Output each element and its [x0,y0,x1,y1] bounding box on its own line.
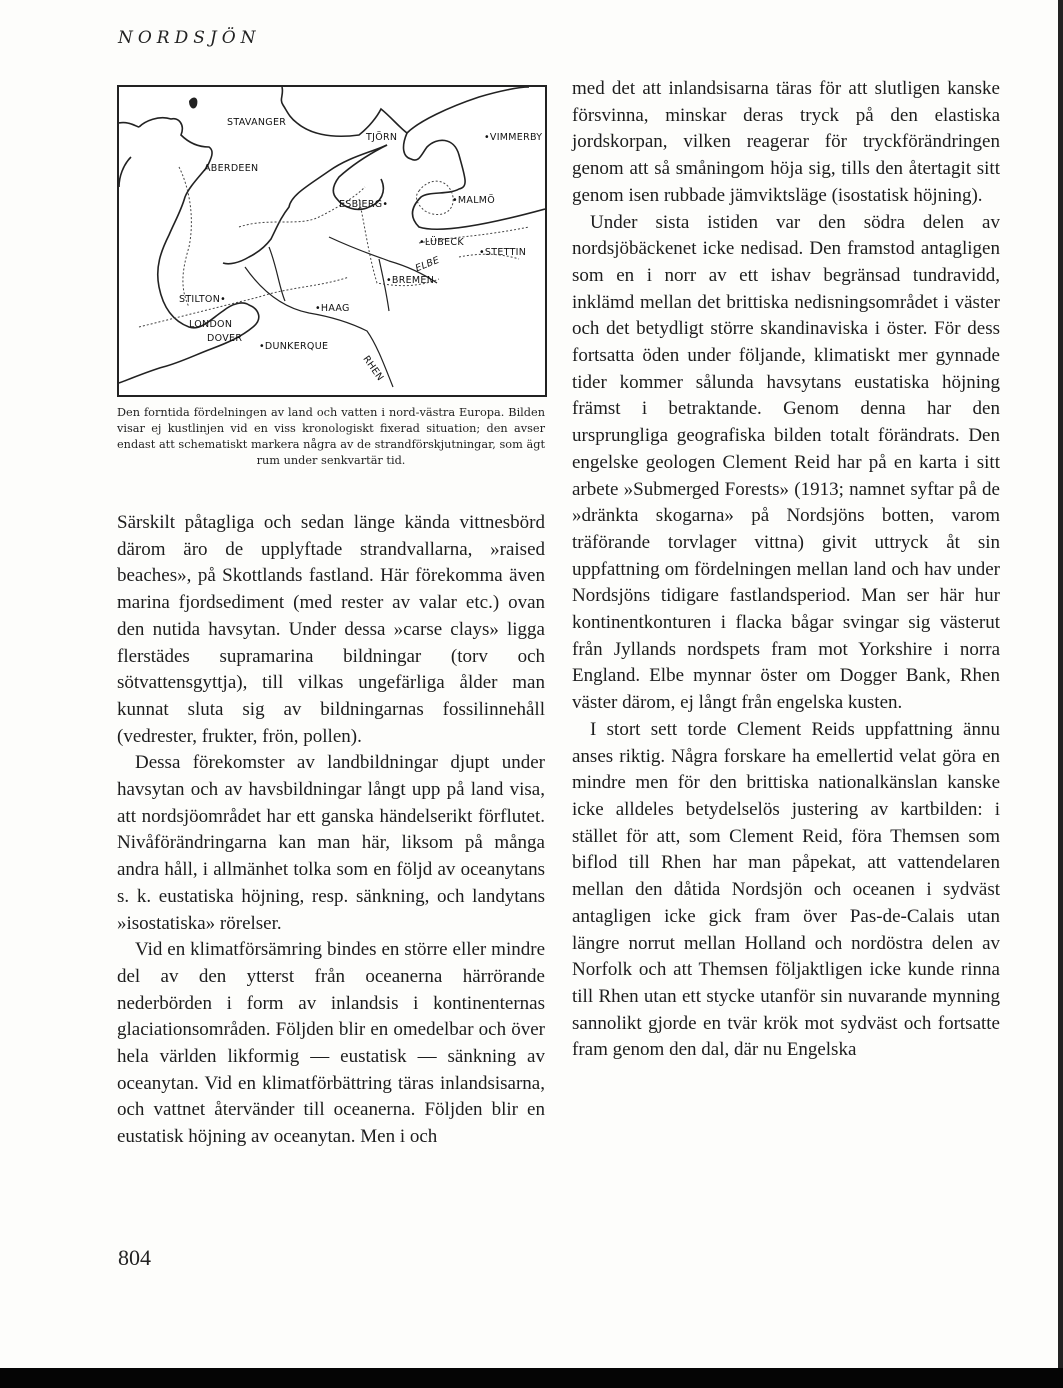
scan-border [0,1368,1063,1388]
paragraph: Dessa förekomster av landbildningar djupt under havsytan och av havsbildningar långt upp på land visa, att nordsjöområdet har ett ganska händelserikt förflutet. Nivåförändringarna kan man här, liksom på många andra håll, i allmänhet tolka som en följd av oceanytans s. k. eustatiska höjning, resp. sänkning, och landytans »isostatiska» rörelser. [117,752,545,934]
map-label-dunkerque: •DUNKERQUE [259,341,329,352]
map-label-tjorn: TJÖRN [366,132,398,143]
map-label-bremen: •BREMEN [386,275,435,286]
map-label-london: LONDON [189,319,233,330]
map-label-stettin: •STETTIN [479,247,527,258]
map-label-vimmerby: •VIMMERBY [484,132,543,143]
scotland-west [119,123,139,187]
map-label-stilton: STILTON• [179,294,227,305]
ice-border-4 [139,277,349,327]
norway-coastline [281,87,529,136]
page-number: 804 [118,1245,151,1270]
map-label-elbe: ELBE [413,254,442,275]
map-figure [117,85,547,397]
sweden-coastline [404,133,545,229]
paragraph: Vid en klimatförsämring bindes en större eller mindre del av den ytterst från oceanerna härrörande nederbörden i form av inlandsis i kontinenternas glaciationsområden. Följden blir en omedelbar och över hela världen likformig — eustatisk — sänkning av oceanytan. Vid en klimatförbättring täras inlandsisarna, och vattnet återvänder till oceanerna. Följden blir en eustatisk höjning av oceanytan. Men i och [117,939,545,1148]
map-label-aberdeen: ABERDEEN [204,163,259,174]
left-column [117,510,545,1151]
map-label-lubeck: •LÜBECK [419,237,464,248]
paragraph: I stort sett torde Clement Reids uppfattning ännu anses riktig. Några forskare ha emellertid velat göra en mindre men för den brittiska nationalkänslan kanske icke alldeles betydelselös justering av kartbilden: i stället för att, som Clement Reid, föra Themsen som biflod till Rhen har man påpekat, att vattendelaren mellan den dåtida Nordsjön och oceanen i sydväst antagligen icke gick fram över Pas-de-Calais utan längre norrut mellan Holland och nordöstra delen av Norfolk och att Themsen följaktligen icke kunde rinna till Rhen utan ett stycke utanför sin nuvarande mynning sannolikt gjorde en tvär krök mot sydväst och fortsatte fram genom den dal, där nu Engelska [572,718,1000,1061]
right-column [572,76,1000,1064]
paragraph: Under sista istiden var den södra delen av nordsjöbäckenet icke nedisad. Den framstod antagligen som en i norr av ett ishav begränsad tundravidd, inklämd mellan det brittiska nedisningsområdet i väster och det betydligt större skandinaviska i öster. För dess fortsatta öden under följande, klimatiskt mer gynnade tider kommer sålunda havsytans eustatiska höjning främst i betraktande. Genom denna har den ursprungliga geografiska bilden totalt förändrats. Den engelske geologen Clement Reid har på en karta i sitt arbete »Submerged Forests» (1913; namnet syftar på de »dränkta skogarna» på Nordsjöns botten, varom träförande torvlager vittna) givit uttryck åt sin uppfattning om fördelningen mellan land och hav under Nordsjöns tidigare fastlandsperiod. Man ser här hur kontinentkonturen i flacka bågar svingar sig västerut från Jyllands nordspets fram mot Yorkshire i norra England. Elbe mynnar öster om Dogger Bank, Rhen väster därom, ej långt från engelska kusten. [572,211,1000,714]
map-label-dover: DOVER [207,333,243,344]
map-label-haag: •HAAG [315,303,350,314]
map-label-malmo: •MALMÖ [452,195,496,206]
scan-edge [1058,0,1063,1368]
ice-border-1 [417,181,454,214]
map-drawing [119,87,545,395]
map-label-esbjerg: ESBJERG• [339,199,389,210]
map-label-stavanger: STAVANGER [227,117,287,128]
island-shetland [189,98,197,109]
paragraph: med det att inlandsisarna täras för att slutligen kanske försvinna, minskar deras tryck på den elastiska jordskorpan, vilken reagerar för tryckförändringen genom att så småningom höja sig, tills den återtagit sitt genom isen rubbade jämviktsläge (isostatisk höjning). [572,78,1000,206]
paragraph: Särskilt påtagliga och sedan länge kända vittnesbörd därom äro de upplyftade strandvallarna, »raised beaches», på Skottlands fastland. Här förekomma även marina fjordsediment (med rester av valar etc.) ovan den nutida havsytan. Under dessa »carse clays» ligga flerstädes supramarina bildningar (torv och sötvattensgyttja), till vilkas ungefärliga ålder man kunnat sluta sig av bildningarnas fossilinnehåll (vedrester, frukter, frön, pollen). [117,512,545,747]
running-head: NORDSJÖN [118,28,261,48]
map-label-rhen: RHEN [360,353,386,384]
figure-caption: Den forntida fördelningen av land och vatten i nord-västra Europa. Bilden visar ej kustlinjen vid en viss kronologiskt fixerad situation; den avser endast att schematiskt markera några av de strandförskjutningar, som ägt rum under senkvartär tid. [117,406,545,467]
